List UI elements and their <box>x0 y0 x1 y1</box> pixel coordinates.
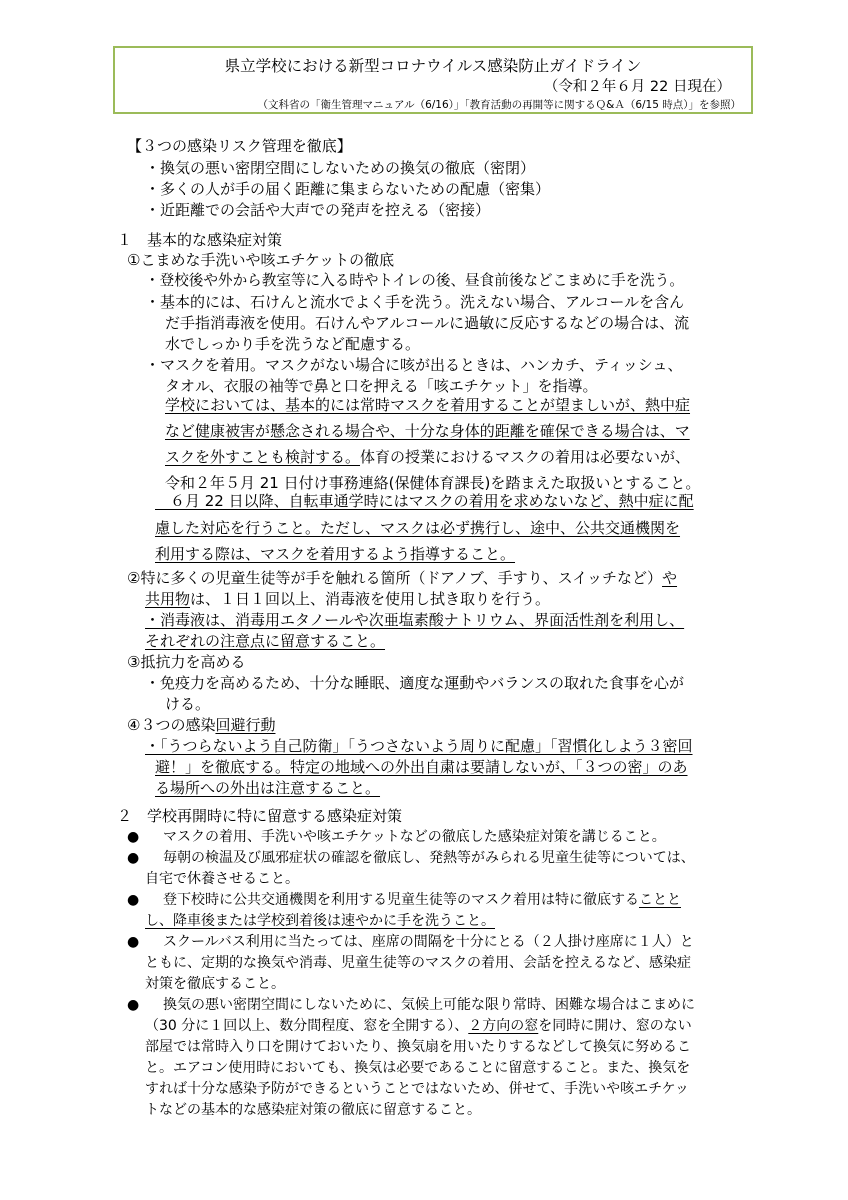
bullet-icon: ● <box>127 850 140 866</box>
underlined-text: スクを外すことも検討する。 <box>165 448 361 466</box>
s1-bullet-cont: 水でしっかり手を洗うなど配慮する。 <box>165 335 421 353</box>
bullet-icon: ● <box>127 892 140 908</box>
mask-paragraph-line: など健康被害が懸念される場合や、十分な身体的距離を確保できる場合は、マ <box>165 422 690 440</box>
bicycle-paragraph-line: 利用する際は、マスクを着用するよう指導すること。 <box>155 545 516 563</box>
section1-heading: １ 基本的な感染症対策 <box>117 231 283 249</box>
mask-paragraph-line: 令和２年５月 21 日付け事務連絡(保健体育課長)を踏まえた取扱いとすること。 <box>165 474 701 492</box>
document-reference: （文科省の「衛生管理マニュアル（6/16）」「教育活動の再開等に関するＱ&Ａ（6/15 時点）」を参照） <box>257 99 741 111</box>
s2-item-cont: すれば十分な感染予防ができるということではないため、併せて、手洗いや咳エチケッ <box>145 1081 689 1097</box>
plain-text: は、１日１回以上、消毒液を使用し拭き取りを行う。 <box>190 590 551 608</box>
s2-item: マスクの着用、手洗いや咳エチケットなどの徹底した感染症対策を講じること。 <box>163 829 666 845</box>
s4-bullet-cont: 避！」を徹底する。特定の地域への外出自粛は要請しないが、「３つの密」のあ <box>155 758 688 776</box>
s1-bullet: ・基本的には、石けんと流水でよく手を洗う。洗えない場合、アルコールを含ん <box>145 293 685 311</box>
underlined-text: ことと <box>639 892 681 908</box>
underlined-text: 共用物 <box>145 590 191 608</box>
s2-item-cont: 自宅で休養させること。 <box>145 871 299 887</box>
s1-heading: ①こまめな手洗いや咳エチケットの徹底 <box>127 251 395 269</box>
s1-bullet-cont: だ手指消毒液を使用。石けんやアルコールに過敏に反応するなどの場合は、流 <box>165 314 690 332</box>
s2-item-cont: トなどの基本的な感染症対策の徹底に留意すること。 <box>145 1102 481 1118</box>
s2-heading-cont <box>145 589 550 609</box>
bullet-icon: ● <box>127 934 140 950</box>
bicycle-paragraph-line: 慮した対応を行うこと。ただし、マスクは必ず携行し、途中、公共交通機関を <box>155 519 681 537</box>
s3-heading: ③抵抗力を高める <box>127 653 246 671</box>
document-date: （令和２年６月 22 日現在） <box>543 79 731 95</box>
s4-heading <box>127 715 275 735</box>
s2-item: 換気の悪い密閉空間にしないために、気候上可能な限り常時、困難な場合はこまめに <box>163 997 695 1013</box>
document-title: 県立学校における新型コロナウイルス感染防止ガイドライン <box>224 57 642 75</box>
s2-bullet-cont: それぞれの注意点に留意すること。 <box>145 632 386 650</box>
s2-item: スクールバス利用に当たっては、座席の間隔を十分にとる（２人掛け座席に１人）と <box>163 934 694 950</box>
title-box <box>113 46 753 114</box>
underlined-text: 回避行動 <box>215 716 276 734</box>
risk-heading: 【３つの感染リスク管理を徹底】 <box>127 137 352 155</box>
plain-text: 体育の授業におけるマスクの着用は必要ないが、 <box>360 448 691 466</box>
s1-bullet: ・登校後や外から教室等に入る時やトイレの後、昼食前後などこまめに手を洗う。 <box>145 272 684 289</box>
plain-text: （30 分に１回以上、数分間程度、窓を全開する）、 <box>145 1018 469 1034</box>
underlined-text: ２方向の窓 <box>468 1018 539 1034</box>
s2-item-cont: 対策を徹底すること。 <box>145 976 285 992</box>
s2-bullet: ・消毒液は、消毒用エタノールや次亜塩素酸ナトリウム、界面活性剤を利用し、 <box>145 611 685 629</box>
s4-bullet-cont: る場所への外出は注意すること。 <box>155 779 381 797</box>
s2-item: 毎朝の検温及び風邪症状の確認を徹底し、発熱等がみられる児童生徒等については、 <box>163 850 695 866</box>
risk-item: ・多くの人が手の届く距離に集まらないための配慮（密集） <box>145 180 551 198</box>
s1-bullet: ・マスクを着用。マスクがない場合に咳が出るときは、ハンカチ、ティッシュ、 <box>145 356 683 374</box>
s4-bullet: ・「うつらないよう自己防衛」「うつさないよう周りに配慮」「習慣化しよう３密回 <box>145 737 693 755</box>
s2-item-cont: ともに、定期的な換気や消毒、児童生徒等のマスクの着用、会話を控えるなど、感染症 <box>145 955 691 971</box>
s2-item <box>163 890 681 910</box>
s1-bullet-cont: タオル、衣服の袖等で鼻と口を押える「咳エチケット」を指導。 <box>165 377 598 395</box>
risk-item: ・近距離での会話や大声での発声を控える（密接） <box>145 201 491 219</box>
plain-text: ②特に多くの児童生徒等が手を触れる箇所（ドアノブ、手すり、スイッチなど） <box>127 569 663 587</box>
risk-item: ・換気の悪い密閉空間にしないための換気の徹底（密閉） <box>145 159 536 177</box>
bullet-icon: ● <box>127 997 140 1013</box>
underlined-text: や <box>662 569 678 587</box>
s2-item-cont <box>145 1016 692 1036</box>
bullet-icon: ● <box>127 829 140 845</box>
plain-text: ④３つの感染 <box>127 716 216 734</box>
plain-text: 登下校時に公共交通機関を利用する児童生徒等のマスク着用は特に徹底する <box>163 892 639 908</box>
s3-bullet: ・免疫力を高めるため、十分な睡眠、適度な運動やバランスの取れた食事を心が <box>145 674 684 692</box>
mask-paragraph-line: 学校においては、基本的には常時マスクを着用することが望ましいが、熱中症 <box>165 396 691 414</box>
s2-heading <box>127 568 677 588</box>
s2-item-cont: と。エアコン使用時においても、換気は必要であることに留意すること。また、換気を <box>145 1060 691 1076</box>
s2-item-cont: 部屋では常時入り口を開けておいたり、換気扇を用いたりするなどして換気に努めるこ <box>145 1039 691 1055</box>
plain-text: を同時に開け、窓のない <box>538 1018 692 1034</box>
bicycle-paragraph-line: ６月 22 日以降、自転車通学時にはマスクの着用を求めないなど、熱中症に配 <box>155 492 694 510</box>
s2-item-cont: し、降車後または学校到着後は速やかに手を洗うこと。 <box>145 913 495 929</box>
section2-heading: ２ 学校再開時に特に留意する感染症対策 <box>117 807 403 825</box>
s3-bullet-cont: ける。 <box>165 695 211 713</box>
mask-paragraph-line <box>165 444 690 470</box>
